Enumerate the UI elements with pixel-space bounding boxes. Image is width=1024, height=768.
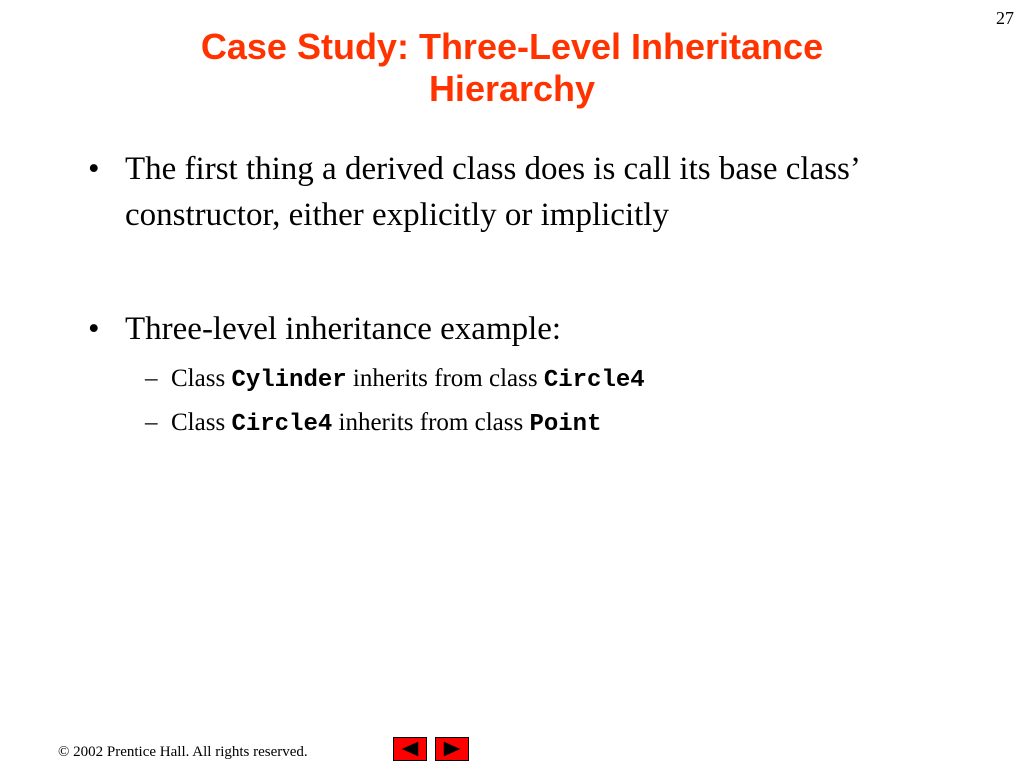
bullet-symbol: • — [88, 151, 100, 187]
bullet-item-1 — [88, 146, 918, 238]
sub-prefix: Class — [171, 409, 232, 436]
right-triangle-icon — [436, 738, 468, 760]
bullet-text: Three-level inheritance example: — [125, 311, 562, 347]
sub-item-1 — [145, 362, 905, 398]
next-slide-button[interactable] — [435, 737, 469, 761]
sub-item-2 — [145, 406, 905, 442]
slide-number: 27 — [996, 8, 1014, 28]
slide-title — [0, 26, 1024, 110]
bullet-item-2 — [88, 306, 918, 352]
class-name-circle4: Circle4 — [543, 367, 645, 394]
sub-middle: inherits from class — [332, 409, 530, 436]
sub-middle: inherits from class — [346, 365, 544, 392]
title-line-2: Hierarchy — [428, 68, 596, 109]
bullet-symbol: • — [88, 311, 100, 347]
sub-dash: – — [145, 409, 158, 436]
bullet-text: The first thing a derived class does is call its base class’ constructor, either explicitly or implicitly — [125, 151, 859, 233]
footer-copyright: © 2002 Prentice Hall. All rights reserved. — [58, 744, 308, 760]
previous-slide-button[interactable] — [393, 737, 427, 761]
left-triangle-icon — [394, 738, 426, 760]
title-line-1: Case Study: Three-Level Inheritance — [200, 26, 824, 67]
class-name-point: Point — [529, 411, 602, 438]
class-name-cylinder: Cylinder — [231, 367, 347, 394]
sub-dash: – — [145, 365, 158, 392]
sub-prefix: Class — [171, 365, 232, 392]
class-name-circle4: Circle4 — [231, 411, 333, 438]
